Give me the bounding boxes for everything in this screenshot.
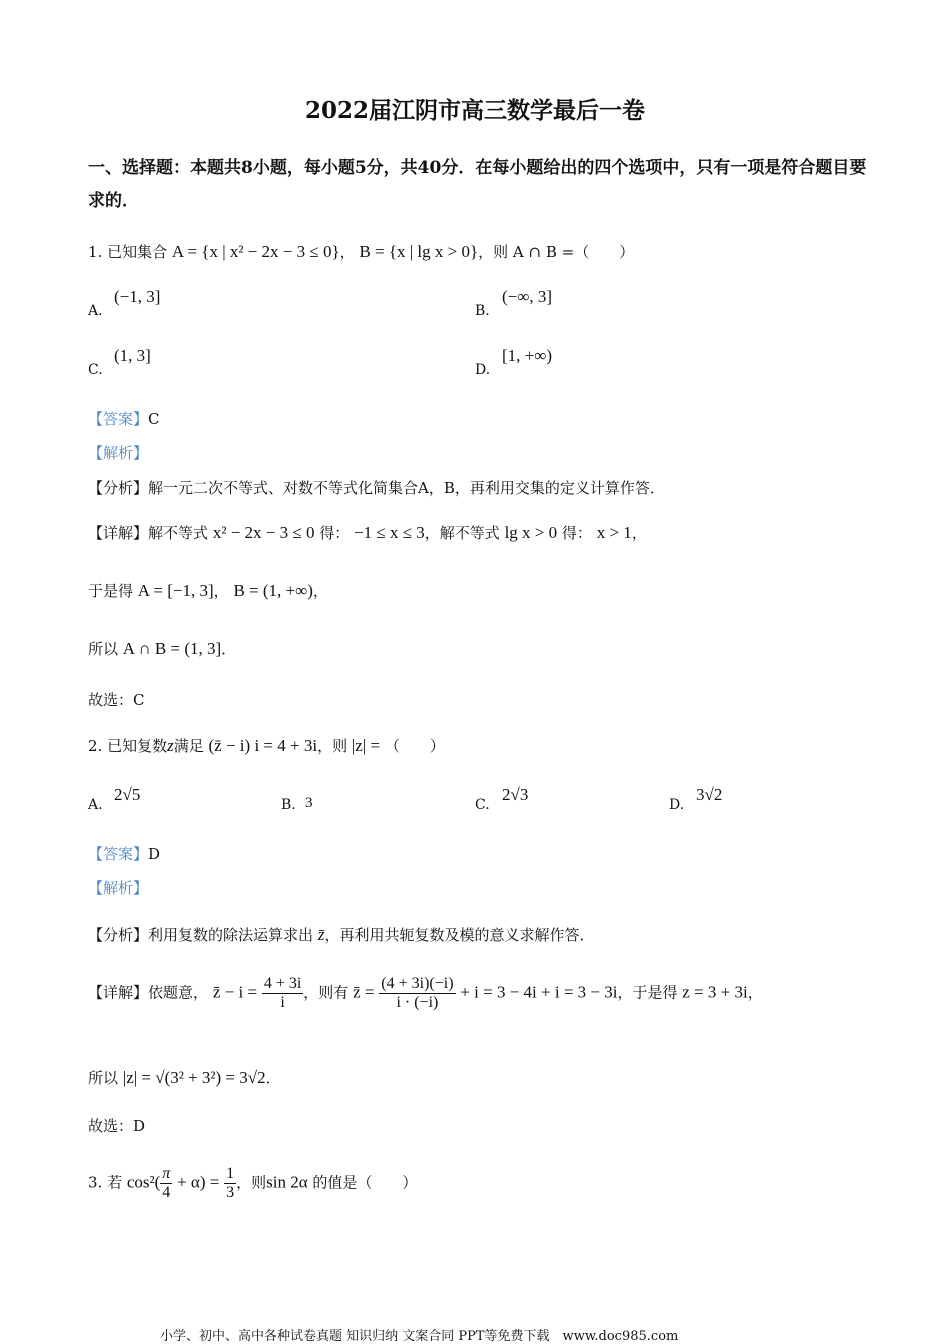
q1-detail-line-3 [88, 638, 236, 659]
q2-detail-tag-left: 【 [88, 983, 104, 1002]
q2-answer-tag-left: 【 [88, 845, 104, 863]
q1-fenxi-text: 解一元二次不等式、对数不等式化简集合A，B，再利用交集的定义计算作答． [148, 479, 665, 497]
q1-detail-result: −1 ≤ x ≤ 3 [354, 523, 425, 542]
q2-detail-text-d: ， [747, 983, 763, 1002]
q3-prefix: 3. 若 [88, 1173, 123, 1192]
q1-detail-text-b: 得： [319, 524, 350, 542]
q2-detail-tag-right: 】 [133, 983, 149, 1002]
q2-analysis-tag-left: 【 [88, 879, 104, 897]
q1-detail-line-1 [88, 522, 647, 543]
q2-modulus: |z| = [351, 736, 381, 755]
q2-detail-fraction-1 [262, 975, 303, 1012]
q1-detail-text-d: 得： [561, 524, 592, 542]
q1-option-b-label: B. [475, 303, 490, 319]
q1-detail-text-e: ， [631, 524, 647, 542]
q2-ask-b: （ ） [384, 737, 445, 755]
q2-detail-fraction-2 [379, 975, 455, 1012]
q1-detail3-result: A ∩ B = (1, 3] [122, 639, 222, 658]
q2-detail-tag: 详解 [103, 983, 134, 1002]
q2-detail-text-c: ，于是得 [617, 983, 678, 1002]
q2-detail2-text-b: ． [265, 1069, 281, 1087]
q1-analysis-heading [88, 442, 148, 463]
q2-detail-text-b: ，则有 [303, 983, 349, 1002]
q1-prefix: 1. 已知集合 [88, 243, 168, 261]
q1-analysis-tag-left: 【 [88, 444, 104, 462]
q1-detail-result-2: x > 1 [596, 523, 632, 542]
page-title: 2022届江阴市高三数学最后一卷 [304, 97, 645, 124]
q3-fraction-angle-num: π [162, 1165, 171, 1182]
q1-set-b: B = {x | lg x > 0} [359, 242, 479, 261]
q2-option-c-label: C. [475, 797, 490, 813]
section-heading: 一、选择题：本题共8小题，每小题5分，共40分．在每小题给出的四个选项中，只有一项是符合题目要求的． [88, 158, 867, 211]
q1-analysis-tag-right: 】 [133, 444, 149, 462]
q2-option-c-value: 2√3 [502, 785, 529, 804]
q2-choose: 故选：D [88, 1117, 146, 1135]
q2-detail-lhs: z̄ − i = [212, 982, 258, 1002]
q2-mid: 满足 [173, 737, 204, 755]
q2-answer-tag: 答案 [103, 845, 134, 863]
q1-detail2-text-c: ， [312, 582, 328, 600]
q1-detail-text-a: 解不等式 [148, 524, 209, 542]
q1-option-b-value: (−∞, 3] [502, 287, 553, 306]
q2-fenxi-tag: 分析 [103, 926, 134, 944]
q1-detail-text-c: ，解不等式 [424, 524, 500, 542]
q1-fenxi-tag: 分析 [103, 479, 134, 497]
q3-fraction-value [224, 1165, 236, 1202]
q1-detail2-text-b: ， [213, 582, 229, 600]
q1-detail3-text-b: ． [221, 640, 237, 658]
q2-stem [88, 735, 445, 756]
q2-fenxi-text-b: ，再利用共轭复数及模的意义求解作答． [324, 926, 595, 944]
q2-detail2-result: |z| = √(3² + 3²) = 3√2 [122, 1068, 266, 1087]
q1-answer [88, 408, 160, 429]
q1-fenxi [88, 477, 665, 498]
q1-answer-value: C [148, 410, 160, 428]
q2-detail-fraction-1-num: 4 + 3i [263, 975, 302, 992]
q2-option-b-value: 3 [305, 795, 313, 811]
q1-answer-tag-right: 】 [133, 410, 149, 428]
q2-detail-fraction-1-den: i [280, 994, 285, 1011]
q1-detail-tag-left: 【 [88, 524, 104, 542]
q2-detail2-text-a: 所以 [88, 1069, 119, 1087]
q2-fenxi-zbar: z̄ [317, 925, 325, 944]
q1-stem [88, 241, 634, 262]
q1-detail-tag-right: 】 [133, 524, 149, 542]
q2-option-a-label: A. [88, 797, 103, 813]
q1-option-c-value: (1, 3] [114, 346, 151, 365]
q1-detail-tag: 详解 [103, 524, 134, 542]
q2-detail-text-a: 依题意， [148, 983, 209, 1002]
q2-fenxi-text-a: 利用复数的除法运算求出 [148, 926, 314, 944]
q1-detail3-text-a: 所以 [88, 640, 119, 658]
q2-answer-value: D [148, 845, 161, 863]
q3-fraction-angle [160, 1165, 172, 1202]
q2-option-d-label: D. [669, 797, 685, 813]
q2-detail-fraction-2-num: (4 + 3i)(−i) [381, 975, 454, 992]
q2-analysis-tag-right: 】 [133, 879, 149, 897]
q1-fenxi-tag-left: 【 [88, 479, 104, 497]
footer-banner[interactable]: 小学、初中、高中各种试卷真题 知识归纳 文案合同 PPT等免费下载 www.doc985.com [160, 1329, 679, 1344]
q3-cond-b: + α) = [177, 1172, 220, 1192]
q1-set-a: A = {x | x² − 2x − 3 ≤ 0} [171, 242, 340, 261]
q2-detail-fraction-2-den: i · (−i) [396, 994, 439, 1011]
q1-option-c-label: C. [88, 362, 103, 378]
q2-detail-z: z = 3 + 3i [682, 982, 748, 1002]
q2-condition: (z̄ − i) i = 4 + 3i [208, 736, 318, 755]
q1-detail-line-2 [88, 580, 328, 601]
q2-answer [88, 843, 160, 864]
q1-answer-tag: 答案 [103, 410, 134, 428]
q2-prefix: 2. 已知复数 [88, 737, 168, 755]
q2-fenxi [88, 924, 594, 945]
q1-comma: ， [339, 243, 355, 261]
q1-detail2-text-a: 于是得 [88, 582, 134, 600]
q2-detail-line-2 [88, 1067, 281, 1088]
q3-sin: sin 2α [266, 1172, 308, 1192]
q1-detail2-set-a: A = [−1, 3] [137, 581, 214, 600]
q1-option-d-value: [1, +∞) [502, 346, 553, 365]
q1-detail2-set-b: B = (1, +∞) [233, 581, 313, 600]
q3-ask-a: ，则 [236, 1173, 267, 1192]
q1-choose: 故选：C [88, 691, 145, 709]
q2-analysis-heading [88, 877, 148, 898]
q1-detail-ineq-2: lg x > 0 [504, 523, 558, 542]
q1-option-a-label: A. [88, 303, 103, 319]
q3-cond-a: cos²( [126, 1172, 161, 1192]
q1-option-a-value: (−1, 3] [114, 287, 161, 306]
q2-option-a-value: 2√5 [114, 785, 141, 804]
q3-stem [88, 1165, 417, 1202]
q3-fraction-value-den: 3 [226, 1184, 235, 1201]
q3-fraction-angle-den: 4 [162, 1184, 171, 1201]
q3-fraction-value-num: 1 [226, 1165, 235, 1182]
q1-answer-tag-left: 【 [88, 410, 104, 428]
q2-option-d-value: 3√2 [696, 785, 723, 804]
q2-detail-rest: + i = 3 − 4i + i = 3 − 3i [460, 982, 618, 1002]
q2-z: z [167, 736, 174, 755]
q1-fenxi-tag-right: 】 [133, 479, 149, 497]
q2-fenxi-tag-left: 【 [88, 926, 104, 944]
q2-fenxi-tag-right: 】 [133, 926, 149, 944]
q2-detail-line-1 [88, 975, 763, 1012]
q1-ask: ，则 A ∩ B =（ ） [478, 243, 635, 261]
q2-option-b-label: B. [281, 797, 296, 813]
q2-detail-zbar: z̄ = [353, 982, 375, 1002]
q2-ask-a: ，则 [317, 737, 348, 755]
q3-ask-b: 的值是（ ） [312, 1173, 418, 1192]
q1-detail-ineq: x² − 2x − 3 ≤ 0 [212, 523, 315, 542]
q2-answer-tag-right: 】 [133, 845, 149, 863]
q2-analysis-tag: 解析 [103, 879, 134, 897]
q1-option-d-label: D. [475, 362, 491, 378]
q1-analysis-tag: 解析 [103, 444, 134, 462]
